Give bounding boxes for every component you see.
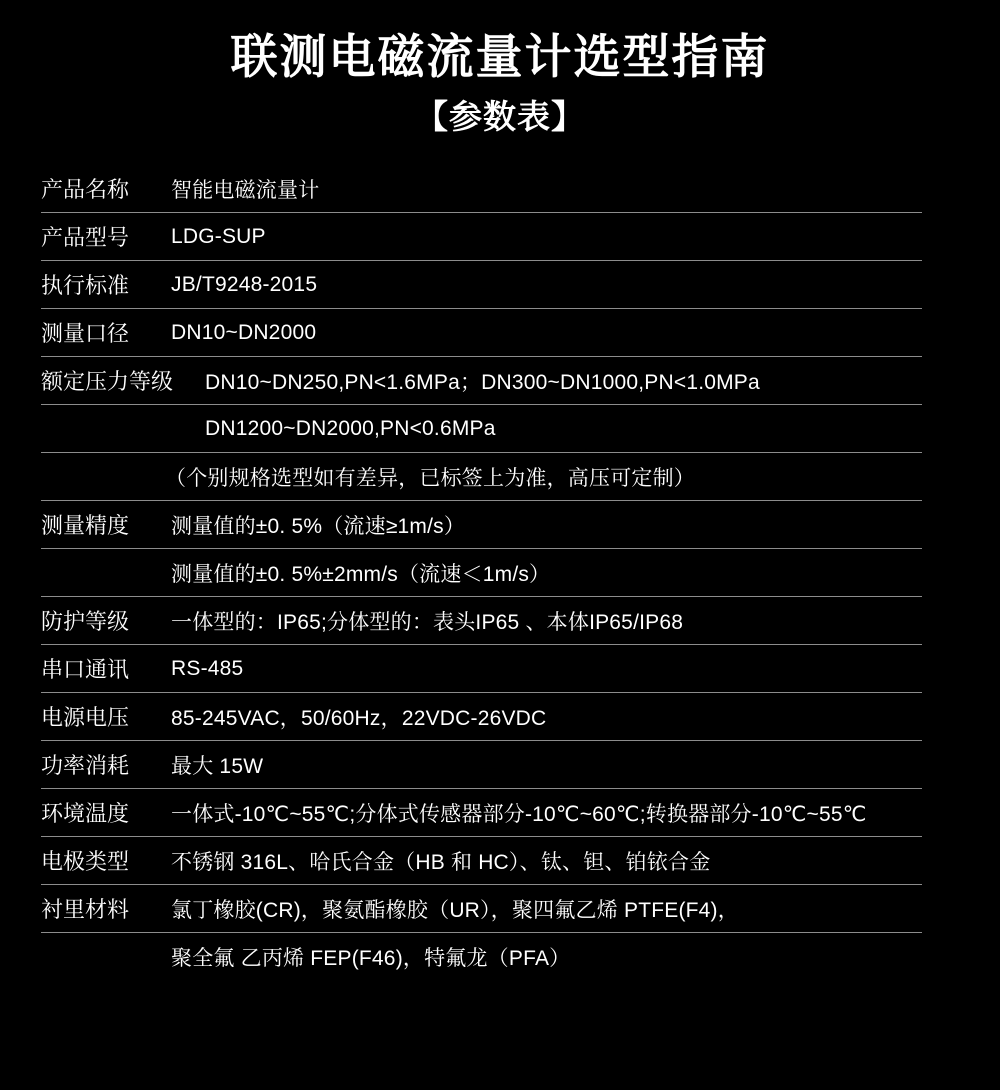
spec-table [41, 165, 922, 981]
spec-value: 不锈钢 316L、哈氏合金（HB 和 HC）、钛、钽、铂铱合金 [171, 850, 711, 874]
spec-row-pressure-note [41, 453, 922, 501]
spec-label: 测量口径 [41, 321, 130, 347]
spec-row-pressure-rating-cont [41, 405, 922, 453]
page-subtitle: 【参数表】 [415, 98, 585, 136]
spec-row-product-name [41, 165, 922, 213]
spec-label: 测量精度 [41, 513, 130, 539]
spec-row-model [41, 213, 922, 261]
spec-value: RS-485 [171, 656, 244, 680]
spec-row-protection [41, 597, 922, 645]
spec-value: （个别规格选型如有差异，已标签上为准，高压可定制） [165, 466, 695, 490]
spec-value: JB/T9248-2015 [171, 272, 318, 296]
spec-row-accuracy-cont [41, 549, 922, 597]
spec-row-ambient-temp [41, 789, 922, 837]
spec-label: 串口通讯 [41, 657, 130, 683]
spec-value: 氯丁橡胶(CR)，聚氨酯橡胶（UR），聚四氟乙烯 PTFE(F4)， [171, 898, 739, 922]
spec-value: 测量值的±0. 5%（流速≥1m/s） [171, 514, 466, 538]
spec-value: LDG-SUP [171, 224, 266, 248]
spec-row-accuracy [41, 501, 922, 549]
spec-value: 测量值的±0. 5%±2mm/s（流速＜1m/s） [171, 562, 551, 586]
spec-row-diameter [41, 309, 922, 357]
spec-row-power-supply [41, 693, 922, 741]
spec-label: 环境温度 [41, 801, 130, 827]
spec-row-power-consumption [41, 741, 922, 789]
spec-value: DN1200~DN2000,PN<0.6MPa [205, 416, 496, 440]
spec-label: 防护等级 [41, 609, 130, 635]
spec-row-electrode-type [41, 837, 922, 885]
spec-value: DN10~DN250,PN<1.6MPa；DN300~DN1000,PN<1.0MPa [205, 370, 760, 394]
spec-label: 产品名称 [41, 177, 130, 203]
spec-label: 产品型号 [41, 225, 130, 251]
spec-label: 额定压力等级 [41, 369, 174, 395]
spec-value: DN10~DN2000 [171, 320, 317, 344]
spec-value: 智能电磁流量计 [171, 178, 320, 202]
spec-label: 执行标准 [41, 273, 130, 299]
spec-label: 功率消耗 [41, 753, 130, 779]
spec-label: 衬里材料 [41, 897, 130, 923]
spec-label: 电极类型 [41, 849, 130, 875]
spec-row-serial-comm [41, 645, 922, 693]
spec-value: 聚全氟 乙丙烯 FEP(F46)，特氟龙（PFA） [171, 947, 571, 971]
spec-label: 电源电压 [41, 705, 130, 731]
spec-row-pressure-rating [41, 357, 922, 405]
spec-row-lining-material-cont [41, 933, 922, 981]
spec-row-lining-material [41, 885, 922, 933]
spec-value: 一体型的：IP65;分体型的：表头IP65 、本体IP65/IP68 [171, 610, 684, 634]
spec-value: 一体式-10℃~55℃;分体式传感器部分-10℃~60℃;转换器部分-10℃~55℃ [171, 802, 867, 826]
page-title: 联测电磁流量计选型指南 [230, 30, 770, 83]
spec-value: 85-245VAC，50/60Hz，22VDC-26VDC [171, 706, 547, 730]
spec-value: 最大 15W [171, 754, 264, 778]
spec-row-standard [41, 261, 922, 309]
